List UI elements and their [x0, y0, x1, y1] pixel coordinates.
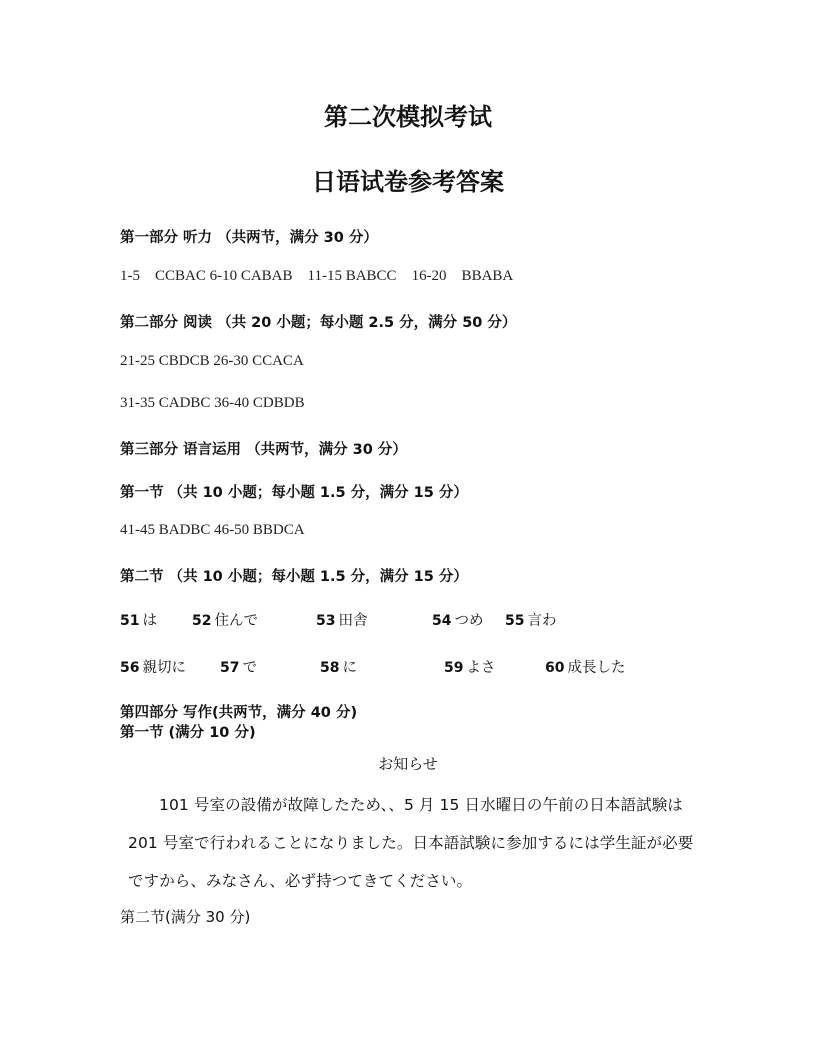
part2-answers-row1: 21-25 CBDCB 26-30 CCACA [120, 353, 304, 369]
fill-item: 51 は [120, 613, 157, 629]
notice-body: 101 号室の設備が故障したため、、5 月 15 日水曜日の午前の日本語試験は 201 号室で行われることになりました。日本語試験に参加するには学生証が必要ですから、みなさん、必ず持つてきてください。 [128, 796, 694, 890]
exam-title: 第二次模拟考试 [324, 103, 492, 131]
part4-heading: 第四部分 写作(共两节，满分 40 分) [120, 705, 358, 721]
fill-item: 60 成長した [545, 660, 626, 676]
part3-section2-heading: 第二节 （共 10 小题；每小题 1.5 分，满分 15 分） [120, 569, 468, 585]
notice-title: お知らせ [378, 755, 438, 773]
fill-item: 54 つめ [432, 613, 484, 629]
part1-answers: 1-5 CCBAC 6-10 CABAB 11-15 BABCC 16-20 BBABA [120, 268, 514, 284]
part2-answers-row2: 31-35 CADBC 36-40 CDBDB [120, 395, 305, 411]
fill-item: 53 田舎 [316, 613, 368, 629]
part1-heading: 第一部分 听力 （共两节，满分 30 分） [120, 230, 378, 246]
fill-answers-row1 [0, 609, 816, 633]
part2-heading: 第二部分 阅读 （共 20 小题；每小题 2.5 分，满分 50 分） [120, 315, 517, 331]
part4-section1-heading: 第一节 (满分 10 分) [120, 725, 256, 741]
fill-item: 56 親切に [120, 660, 186, 676]
part3-section1-answers: 41-45 BADBC 46-50 BBDCA [120, 522, 305, 538]
answer-key-title: 日语试卷参考答案 [312, 168, 504, 196]
fill-answers-row2 [0, 656, 816, 680]
fill-item: 55 言わ [505, 613, 557, 629]
part3-heading: 第三部分 语言运用 （共两节，满分 30 分） [120, 442, 407, 458]
fill-item: 52 住んで [192, 613, 258, 629]
fill-item: 57 で [220, 660, 257, 676]
part4-section2-heading: 第二节(满分 30 分) [120, 908, 251, 926]
fill-item: 58 に [320, 660, 357, 676]
fill-item: 59 よさ [444, 660, 496, 676]
part3-section1-heading: 第一节 （共 10 小题；每小题 1.5 分，满分 15 分） [120, 485, 468, 501]
